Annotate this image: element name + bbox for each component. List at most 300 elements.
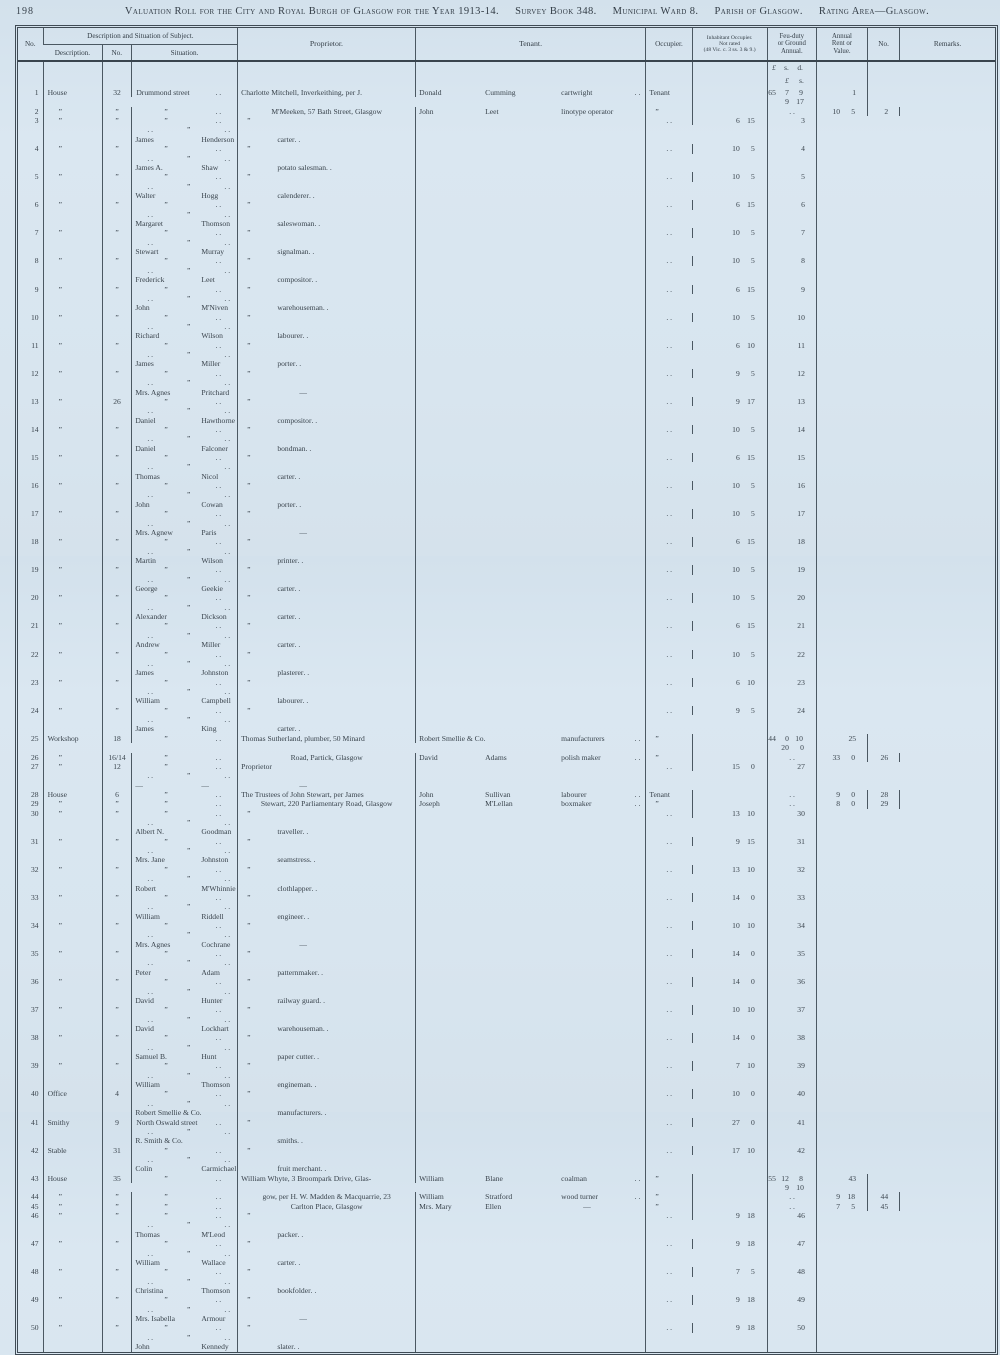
remarks-cell [816, 678, 867, 706]
situation-text: ” [164, 228, 168, 238]
tenant-cell [131, 883, 318, 893]
leader-dots: . . [224, 574, 231, 584]
header-line: Value. [833, 47, 851, 55]
remarks-cell [816, 949, 867, 977]
leader-dots [640, 107, 645, 116]
rent-value: 0 [800, 743, 804, 753]
tenant-occupation: labourer [277, 696, 303, 706]
inhabitant-occupier-cell [415, 1211, 646, 1239]
rent-value: 20 [781, 743, 789, 753]
entry-no-cell: 30 [30, 808, 39, 818]
street-no-cell: ” [102, 1323, 131, 1351]
description-cell: ” [43, 706, 102, 734]
roll-row [18, 893, 995, 921]
occupier-cell: ” [238, 1118, 416, 1146]
description-cell: ” [43, 650, 102, 678]
inhabitant-occupier-cell [415, 893, 646, 921]
tenant-forename: John [135, 499, 150, 509]
street-no-cell: ” [102, 977, 131, 1005]
roll-row [18, 949, 995, 977]
description-cell: ” [43, 1192, 102, 1201]
occupier-cell: ” [238, 1089, 416, 1117]
occupier-cell: ” [238, 565, 416, 593]
feu-duty-cell: . . [646, 1323, 692, 1351]
rent-value: 10 [747, 1145, 755, 1155]
annual-rent-cell [692, 285, 767, 294]
feu-duty-cell: . . [646, 369, 692, 397]
annual-rent-cell [692, 425, 767, 434]
leader-dots: . . [215, 1192, 222, 1202]
remarks-cell [816, 116, 867, 144]
proprietor-cell [131, 434, 237, 443]
entry-no-cell: 23 [30, 677, 39, 687]
street-no-cell: 16/14 [102, 753, 131, 762]
occupier-cell: ” [646, 799, 692, 808]
inhabitant-occupier-cell [415, 1239, 646, 1267]
proprietor-cell [131, 462, 237, 471]
occupier-cell: ” [238, 893, 416, 921]
entry-no-right-cell: 29 [868, 799, 900, 808]
ditto-mark: ” [187, 1126, 191, 1136]
entry-no-cell: 21 [30, 621, 39, 631]
tenant-forename: William [135, 696, 160, 706]
remarks-cell [816, 453, 867, 481]
leader-dots: . . [215, 1089, 222, 1099]
occupier-cell: ” [238, 1146, 416, 1174]
leader-dots: . . [147, 378, 154, 388]
remarks-cell [816, 837, 867, 865]
rent-value: 6 [735, 453, 740, 463]
description-cell: Stable [43, 1146, 102, 1174]
tenant-surname: M'Leod [201, 1229, 226, 1239]
situation-text: ” [164, 621, 168, 631]
leader-dots: . . [215, 340, 222, 350]
ditto-mark: ” [187, 1070, 191, 1080]
situation-cell [131, 799, 237, 808]
ditto-mark: ” [187, 1304, 191, 1314]
leader-dots: . . [215, 481, 222, 491]
col-header-street-no: No. [102, 45, 131, 62]
roll-row [18, 621, 995, 649]
proprietor-cell: Road, Partick, Glasgow [238, 753, 416, 762]
rent-value: 10 [732, 144, 740, 154]
leader-dots: . . [634, 789, 641, 799]
occupier-cell: ” [238, 809, 416, 837]
tenant-forename: David [135, 995, 154, 1005]
leader-dots: . . [215, 106, 222, 116]
annual-rent-cell [692, 1146, 767, 1155]
tenant-surname: Wilson [201, 331, 223, 341]
page-number: 198 [16, 6, 34, 17]
entry-no-cell: 42 [30, 1145, 39, 1155]
roll-row [18, 1033, 995, 1061]
description-cell: ” [43, 1061, 102, 1089]
leader-dots: . . [295, 499, 302, 509]
roll-row [18, 537, 995, 565]
description-cell: ” [43, 537, 102, 565]
tenant-occupation: carter [277, 471, 295, 481]
entry-no-cell: 17 [30, 509, 39, 519]
tenant-cell [131, 967, 324, 977]
street-no-cell: 4 [102, 1089, 131, 1117]
occupier-cell: ” [238, 256, 416, 284]
occupier-cell: ” [238, 200, 416, 228]
tenant-forename: Robert [135, 883, 156, 893]
situation-text: ” [164, 649, 168, 659]
tenant-cell [131, 387, 307, 397]
tenant-occupation: engineer [277, 911, 304, 921]
page-title-parish: Parish of Glasgow. [714, 6, 803, 17]
leader-dots: . . [215, 565, 222, 575]
entry-no-right-cell: 22 [767, 650, 816, 678]
leader-dots: . . [308, 190, 315, 200]
situation-cell [131, 1295, 237, 1304]
proprietor-cell: Charlotte Mitchell, Inverkeithing, per J. [238, 88, 416, 107]
entry-no-cell: 19 [30, 565, 39, 575]
inhabitant-occupier-cell [415, 172, 646, 200]
description-cell: ” [43, 977, 102, 1005]
leader-dots: . . [224, 902, 231, 912]
feu-duty-cell: . . [646, 537, 692, 565]
entry-no-cell: 4 [34, 144, 39, 154]
annual-rent-cell [816, 1192, 867, 1201]
entry-no-cell: 16 [30, 481, 39, 491]
tenant-forename: Samuel B. [135, 1052, 167, 1062]
feu-duty-cell: . . [646, 256, 692, 284]
leader-dots: . . [317, 967, 324, 977]
remarks-cell [816, 977, 867, 1005]
entry-no-right-cell: 23 [767, 678, 816, 706]
entry-no-cell: 7 [34, 228, 39, 238]
street-no-cell: 35 [102, 1174, 131, 1193]
description-cell: ” [43, 172, 102, 200]
rent-value: 0 [851, 752, 856, 762]
proprietor-cell [131, 1127, 237, 1136]
tenant-forename: James [135, 134, 154, 144]
feu-duty-cell [767, 1174, 816, 1183]
rent-value: 9 [735, 396, 740, 406]
annual-rent-cell [816, 799, 867, 808]
leader-dots: . . [224, 293, 231, 303]
tenant-forename: Daniel [135, 443, 156, 453]
leader-dots: . . [294, 134, 301, 144]
proprietor-cell [131, 846, 237, 855]
description-cell: ” [43, 107, 102, 116]
tenant-surname [485, 734, 561, 743]
leader-dots: . . [224, 350, 231, 360]
street-no-cell: ” [102, 837, 131, 865]
col-header-occupier: Occupier. [646, 28, 692, 61]
rent-value: 7 [735, 1061, 740, 1071]
feu-duty-cell: . . [646, 453, 692, 481]
roll-row [18, 369, 995, 397]
street-no-cell: ” [102, 256, 131, 284]
feu-duty-cell: . . [646, 285, 692, 313]
col-header-description-group: Description and Situation of Subject. [43, 28, 238, 45]
description-cell: ” [43, 678, 102, 706]
leader-dots: . . [147, 1098, 154, 1108]
leader-dots: . . [215, 284, 222, 294]
rent-value: 10 [732, 172, 740, 182]
annual-rent-cell [692, 537, 767, 546]
ditto-mark: ” [187, 462, 191, 472]
header-line: (48 Vic. c. 3 ss. 3 & 9.) [703, 47, 756, 54]
entry-no-cell: 22 [30, 649, 39, 659]
feu-value: 65 [768, 88, 776, 97]
col-header-remarks: Remarks. [900, 28, 995, 61]
proprietor-cell [131, 350, 237, 359]
street-no-cell: ” [102, 481, 131, 509]
description-cell: ” [43, 921, 102, 949]
description-cell: ” [43, 313, 102, 341]
proprietor-cell [131, 154, 237, 163]
leader-dots: . . [224, 715, 231, 725]
rent-value: 17 [747, 396, 755, 406]
ditto-mark: ” [187, 874, 191, 884]
occupier-cell: Tenant [646, 790, 692, 799]
street-no-cell: ” [102, 865, 131, 893]
roll-row [18, 1061, 995, 1089]
leader-dots: . . [147, 958, 154, 968]
situation-text: ” [164, 1005, 168, 1015]
tenant-occupation: — [299, 1314, 307, 1324]
annual-rent-cell [692, 621, 767, 630]
tenant-surname: Kennedy [201, 1342, 229, 1352]
tenant-surname: Cochrane [201, 939, 231, 949]
description-cell: ” [43, 893, 102, 921]
tenant-forename: Peter [135, 967, 151, 977]
situation-cell [131, 256, 237, 265]
empty-cell [415, 61, 646, 88]
entry-no-cell: 47 [30, 1239, 39, 1249]
remarks-cell [900, 1202, 995, 1211]
annual-rent-cell [692, 1323, 767, 1332]
tenant-forename: John [419, 789, 434, 799]
situation-cell [131, 790, 237, 799]
inhabitant-occupier-cell [415, 762, 646, 790]
remarks-cell [816, 537, 867, 565]
annual-rent-cell [692, 1118, 767, 1127]
leader-dots: . . [147, 1126, 154, 1136]
leader-dots: . . [293, 1342, 300, 1352]
leader-dots: . . [311, 275, 318, 285]
empty-cell [18, 61, 43, 88]
proprietor-cell: William Whyte, 3 Broompark Drive, Glas- [238, 1174, 416, 1193]
entry-no-cell: 11 [31, 340, 39, 350]
annual-rent-cell [692, 1211, 767, 1220]
leader-dots: . . [147, 293, 154, 303]
tenant-forename: James A. [135, 162, 163, 172]
proprietor-cell [131, 1099, 237, 1108]
leader-dots: . . [302, 331, 309, 341]
tenant-cell [131, 415, 318, 425]
situation-text: ” [164, 565, 168, 575]
leader-dots: . . [215, 789, 222, 799]
proprietor-cell [131, 238, 237, 247]
header-line: Inhabitant Occupier. [706, 34, 753, 41]
entry-no-right-cell: 50 [767, 1323, 816, 1351]
annual-rent-cell [692, 1033, 767, 1042]
roll-row [18, 144, 995, 172]
feu-duty-cell: . . [767, 107, 816, 116]
proprietor-cell [131, 771, 237, 780]
entry-no-right-cell: 4 [767, 144, 816, 172]
street-no-cell: 12 [102, 762, 131, 790]
annual-rent-cell [767, 97, 816, 106]
rent-value: 10 [732, 920, 740, 930]
annual-rent-cell [692, 893, 767, 902]
situation-text: ” [164, 1061, 168, 1071]
tenant-forename: James [135, 359, 154, 369]
ditto-mark: ” [187, 265, 191, 275]
inhabitant-occupier-cell [415, 369, 646, 397]
situation-text: ” [164, 892, 168, 902]
description-cell: ” [43, 1033, 102, 1061]
leader-dots: . . [322, 1023, 329, 1033]
entry-no-cell: 9 [34, 284, 39, 294]
annual-rent-cell [692, 837, 767, 846]
leader-dots: . . [215, 312, 222, 322]
situation-text: ” [164, 256, 168, 266]
entry-no-right-cell: 6 [767, 200, 816, 228]
rent-value: 10 [796, 1183, 804, 1193]
rent-value: 10 [832, 106, 841, 116]
feu-duty-cell: . . [646, 809, 692, 837]
feu-value: 7 [785, 88, 789, 97]
remarks-cell [816, 172, 867, 200]
tenant-cell [131, 303, 329, 313]
tenant-surname: Sullivan [485, 789, 511, 799]
tenant-occupation: wood turner [561, 1192, 599, 1202]
situation-cell [131, 397, 237, 406]
leader-dots: . . [147, 930, 154, 940]
tenant-occupation: — [299, 387, 307, 397]
rent-value: 10 [732, 1005, 740, 1015]
tenant-surname: Leet [485, 106, 499, 116]
rent-value: 10 [732, 228, 740, 238]
description-cell: ” [43, 621, 102, 649]
annual-rent-cell [767, 1183, 816, 1192]
annual-rent-cell [692, 865, 767, 874]
entry-no-cell: 44 [30, 1192, 39, 1202]
rent-value: 10 [732, 1089, 740, 1099]
entry-no-cell: 26 [30, 752, 39, 762]
leader-dots: . . [215, 892, 222, 902]
page-title-ward: Municipal Ward 8. [612, 6, 699, 17]
tenant-occupation: plasterer [277, 668, 304, 678]
leader-dots: . . [322, 303, 329, 313]
situation-text: ” [164, 340, 168, 350]
feu-duty-cell: . . [646, 116, 692, 144]
street-no-cell: 6 [102, 790, 131, 799]
tenant-surname: Hogg [201, 190, 219, 200]
situation-text: ” [164, 481, 168, 491]
leader-dots [640, 1202, 645, 1211]
feu-duty-cell: . . [646, 144, 692, 172]
leader-dots: . . [215, 368, 222, 378]
annual-rent-cell [692, 144, 767, 153]
street-no-cell: ” [102, 650, 131, 678]
rent-value: 15 [747, 621, 755, 631]
remarks-cell [816, 509, 867, 537]
situation-cell [131, 537, 237, 546]
entry-no-cell: 14 [30, 424, 39, 434]
occupier-cell: ” [238, 977, 416, 1005]
rent-value: 18 [747, 1239, 755, 1249]
rent-value: 0 [750, 892, 755, 902]
situation-cell [131, 172, 237, 181]
leader-dots: . . [224, 1098, 231, 1108]
tenant-cell [131, 1286, 317, 1295]
street-no-cell: ” [102, 621, 131, 649]
street-no-cell: ” [102, 1192, 131, 1201]
remarks-cell [816, 809, 867, 837]
leader-dots: . . [309, 855, 316, 865]
leader-dots: . . [224, 1276, 231, 1286]
situation-cell [131, 1061, 237, 1070]
tenant-surname: Johnston [201, 668, 229, 678]
rent-value: 5 [750, 593, 755, 603]
entry-no-right-cell: 30 [767, 809, 816, 837]
annual-rent-cell [692, 481, 767, 490]
entry-no-right-cell: 27 [767, 762, 816, 790]
inhabitant-occupier-cell [415, 593, 646, 621]
rent-value: 5 [750, 172, 755, 182]
feu-duty-cell: . . [646, 678, 692, 706]
roll-row [18, 790, 995, 799]
entry-no-cell: 3 [34, 116, 39, 126]
rent-value: 0 [851, 789, 856, 799]
page-title-rating-area: Rating Area—Glasgow. [818, 6, 930, 17]
tenant-surname: Nicol [201, 471, 219, 481]
rent-value: 9 [735, 1211, 740, 1221]
remarks-cell [816, 1061, 867, 1089]
inhabitant-occupier-cell [415, 144, 646, 172]
leader-dots: . . [224, 321, 231, 331]
tenant-cell [131, 827, 309, 837]
leader-dots: . . [147, 434, 154, 444]
entry-no-right-cell: 38 [767, 1033, 816, 1061]
tenant-surname: Shaw [201, 162, 219, 172]
leader-dots: . . [215, 1005, 222, 1015]
situation-text: ” [164, 537, 168, 547]
col-header-entry-no: No. [24, 40, 36, 48]
street-no-cell: ” [102, 369, 131, 397]
leader-dots: . . [147, 818, 154, 828]
feu-units-cell [767, 62, 816, 75]
ditto-mark: ” [187, 181, 191, 191]
tenant-forename: Mrs. Agnew [135, 527, 173, 537]
entry-no-cell: 32 [30, 864, 39, 874]
entry-no-right-cell: 15 [767, 453, 816, 481]
proprietor-cell [131, 182, 237, 191]
street-no-cell: ” [102, 565, 131, 593]
leader-dots [307, 940, 312, 949]
situation-cell [131, 1005, 237, 1014]
leader-dots: . . [224, 265, 231, 275]
annual-rent-cell [692, 706, 767, 715]
description-cell: Office [43, 1089, 102, 1117]
inhabitant-occupier-cell [415, 1323, 646, 1351]
entry-no-right-cell: 20 [767, 593, 816, 621]
description-cell: ” [43, 565, 102, 593]
leader-dots: . . [634, 733, 641, 743]
leader-dots: . . [294, 1257, 301, 1267]
leader-dots: . . [147, 1248, 154, 1258]
feu-duty-cell: . . [646, 949, 692, 977]
entry-no-cell: 6 [34, 200, 39, 210]
annual-rent-cell [692, 1005, 767, 1014]
